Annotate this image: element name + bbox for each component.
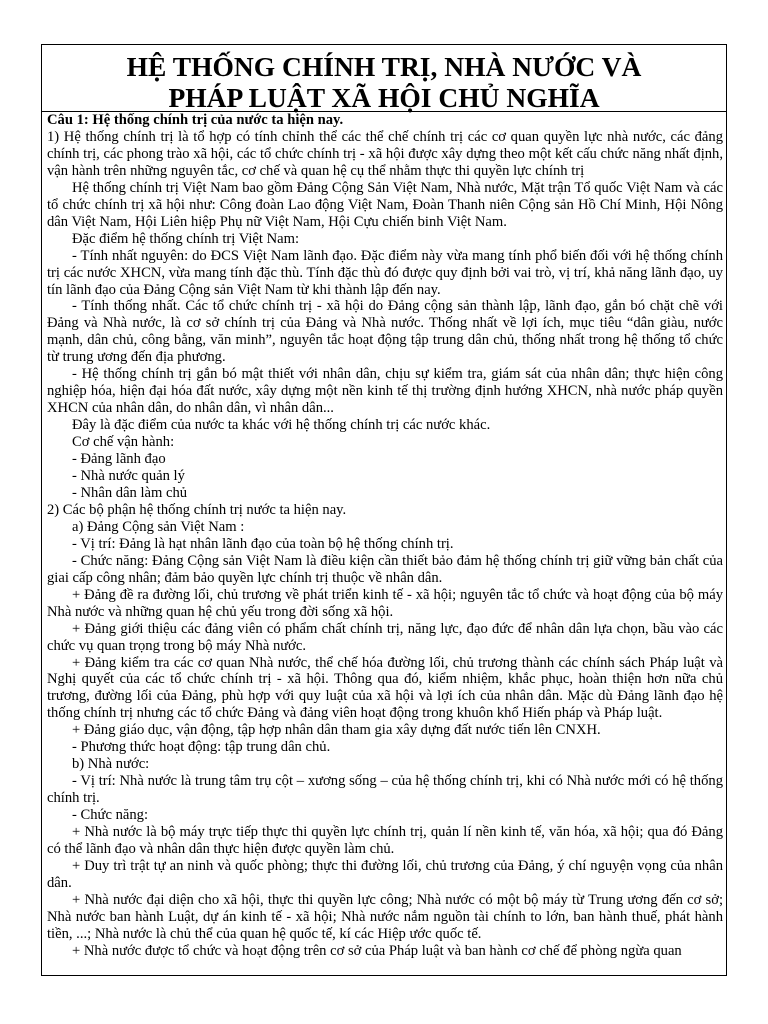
title-line-1: HỆ THỐNG CHÍNH TRỊ, NHÀ NƯỚC VÀ <box>126 51 642 82</box>
paragraph: - Tính thống nhất. Các tổ chức chính trị - xã hội do Đảng cộng sản thành lập, lãnh đạo, gắn bó chặt chẽ với Đảng và Nhà nước, là cơ sở chính trị của Đảng và Nhà nước. Thống nhất về lợi ích, mục tiêu “dân giàu, nước mạnh, dân chủ, công bằng, văn minh”, nguyên tắc hoạt động tập trung dân chủ, thống nhất trong hệ thống tổ chức từ trung ương đến địa phương. <box>47 298 723 366</box>
paragraph: - Đảng lãnh đạo <box>72 451 166 468</box>
paragraph: Đây là đặc điểm của nước ta khác với hệ thống chính trị các nước khác. <box>72 417 491 434</box>
paragraph: + Nhà nước đại diện cho xã hội, thực thi quyền lực công; Nhà nước có một bộ máy từ Trung ương đến cơ sở; Nhà nước ban hành Luật, dự án kinh tế - xã hội; Nhà nước nắm nguồn tài chính to lớn, ban hành thuế, phát hành tiền, ...; Nhà nước là chủ thể của quan hệ quốc tế, kí các Hiệp ước quốc tế. <box>47 891 723 942</box>
paragraph: - Tính nhất nguyên: do ĐCS Việt Nam lãnh đạo. Đặc điểm này vừa mang tính phổ biến đối với hệ thống chính trị các nước XHCN, vừa mang tính đặc thù. Tính đặc thù đó được quy định bởi vai trò, vị trí, khả năng lãnh đạo, uy tín lãnh đạo của Đảng Cộng sản Việt Nam từ khi thành lập đến nay. <box>47 247 723 298</box>
paragraph: 1) Hệ thống chính trị là tổ hợp có tính chỉnh thể các thể chế chính trị các cơ quan quyền lực nhà nước, các đảng chính trị, các phong trào xã hội, các tổ chức chính trị - xã hội được xây dựng theo một kết cấu chức năng nhất định, vận hành trên những nguyên tắc, cơ chế và quan hệ cụ thể nhằm thực thi quyền lực chính trị <box>47 128 723 179</box>
paragraph: - Hệ thống chính trị gắn bó mật thiết với nhân dân, chịu sự kiểm tra, giám sát của nhân dân; thực hiện công nghiệp hóa, hiện đại hóa đất nước, xây dựng một nền kinh tế thị trường định hướng XHCN, nhà nước pháp quyền XHCN của nhân dân, do nhân dân, vì nhân dân... <box>47 366 723 417</box>
paragraph: - Nhà nước quản lý <box>72 468 185 485</box>
paragraph: + Duy trì trật tự an ninh và quốc phòng; thực thi đường lối, chủ trương của Đảng, ý chí nguyện vọng của nhân dân. <box>47 857 723 891</box>
paragraph: - Nhân dân làm chủ <box>72 484 188 501</box>
paragraph: - Phương thức hoạt động: tập trung dân chủ. <box>72 739 331 756</box>
paragraph: Hệ thống chính trị Việt Nam bao gồm Đảng Cộng Sản Việt Nam, Nhà nước, Mặt trận Tổ quốc Việt Nam và các tổ chức chính trị xã hội như: Công đoàn Lao động Việt Nam, Đoàn Thanh niên Cộng sản Hồ Chí Minh, Hội Nông dân Việt Nam, Hội Liên hiệp Phụ nữ Việt Nam, Hội Cựu chiến binh Việt Nam. <box>47 179 723 230</box>
title-line-2: PHÁP LUẬT XÃ HỘI CHỦ NGHĨA <box>168 82 600 113</box>
paragraph: - Vị trí: Đảng là hạt nhân lãnh đạo của toàn bộ hệ thống chính trị. <box>72 535 454 552</box>
document-page <box>41 44 727 976</box>
paragraph: Đặc điểm hệ thống chính trị Việt Nam: <box>72 230 300 247</box>
paragraph: b) Nhà nước: <box>72 756 150 773</box>
paragraph: - Chức năng: <box>72 807 148 824</box>
document-body <box>42 112 726 960</box>
paragraph: Câu 1: Hệ thống chính trị của nước ta hiện nay. <box>47 112 344 128</box>
title-box <box>42 45 726 112</box>
paragraph: + Nhà nước là bộ máy trực tiếp thực thi quyền lực chính trị, quản lí nền kinh tế, văn hóa, xã hội; qua đó Đảng có thể lãnh đạo và nhân dân thực hiện được quyền làm chủ. <box>47 824 723 857</box>
paragraph: + Đảng giới thiệu các đảng viên có phẩm chất chính trị, năng lực, đạo đức để nhân dân lựa chọn, bầu vào các chức vụ quan trọng trong bộ máy Nhà nước. <box>47 620 723 654</box>
paragraph: + Đảng đề ra đường lối, chủ trương về phát triển kinh tế - xã hội; nguyên tắc tổ chức và hoạt động của bộ máy Nhà nước và những quan hệ chủ yếu trong đời sống xã hội. <box>47 586 723 620</box>
paragraph: Cơ chế vận hành: <box>72 434 175 451</box>
paragraph: - Vị trí: Nhà nước là trung tâm trụ cột – xương sống – của hệ thống chính trị, khi có Nhà nước mới có hệ thống chính trị. <box>47 773 723 807</box>
paragraph: 2) Các bộ phận hệ thống chính trị nước ta hiện nay. <box>47 501 347 518</box>
paragraph: + Đảng giáo dục, vận động, tập hợp nhân dân tham gia xây dựng đất nước tiến lên CNXH. <box>72 722 601 739</box>
paragraph: + Đảng kiểm tra các cơ quan Nhà nước, thể chế hóa đường lối, chủ trương thành các chính sách Pháp luật và Nghị quyết của các tổ chức chính trị - xã hội. Thông qua đó, kiểm nhiệm, khắc phục, hoàn thiện hơn nữa chủ trương, đường lối của Đảng, phù hợp với quy luật của xã hội và lợi ích của nhân dân. Mặc dù Đảng lãnh đạo hệ thống chính trị nhưng các tổ chức Đảng và đảng viên hoạt động trong khuôn khổ Hiến pháp và Pháp luật. <box>47 654 723 722</box>
paragraph: - Chức năng: Đảng Cộng sản Việt Nam là điều kiện cần thiết bảo đảm hệ thống chính trị giữ vững bản chất của giai cấp công nhân; đảm bảo quyền lực chính trị thuộc về nhân dân. <box>47 552 723 586</box>
paragraph: + Nhà nước được tổ chức và hoạt động trên cơ sở của Pháp luật và ban hành cơ chế để phòng ngừa quan <box>72 942 682 959</box>
paragraph: a) Đảng Cộng sản Việt Nam : <box>72 518 245 535</box>
